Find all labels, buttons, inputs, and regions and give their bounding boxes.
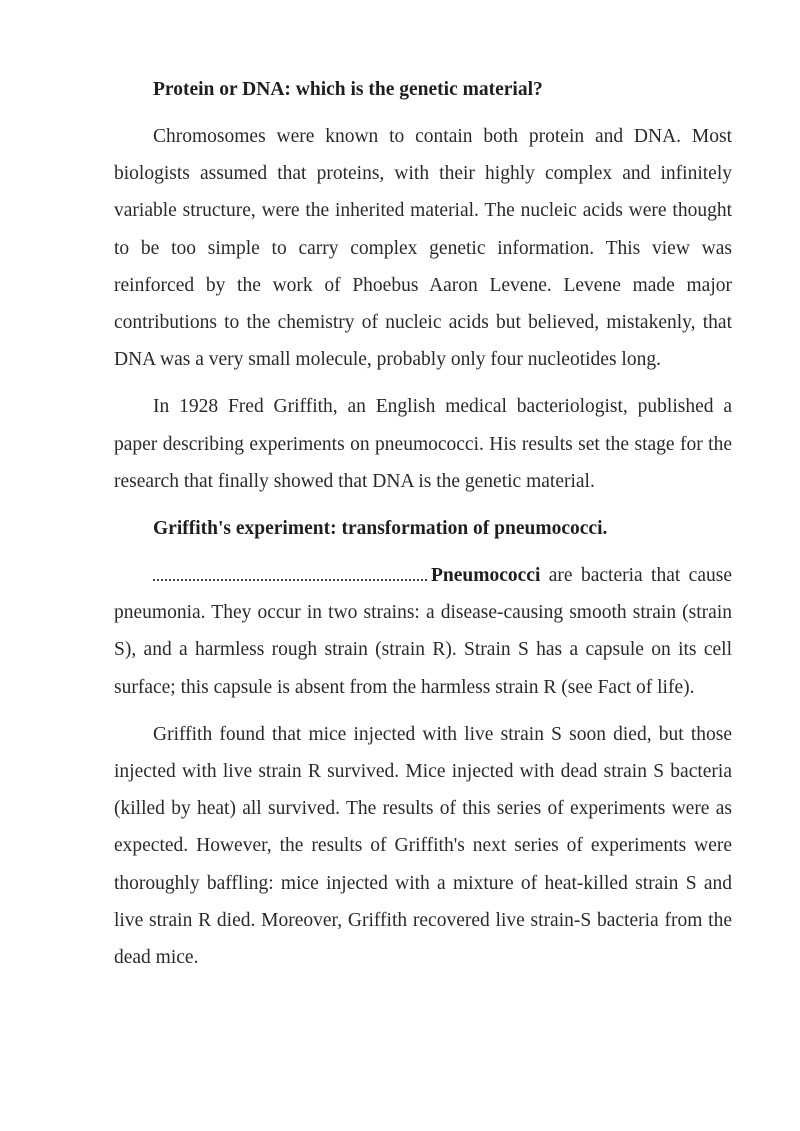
term-pneumococci: Pneumococci bbox=[431, 565, 541, 587]
blank-fill-line bbox=[153, 565, 427, 581]
paragraph-chromosomes: Chromosomes were known to contain both protein and DNA. Most biologists assumed that proteins, with their highly complex and infinitely variable structure, were the inherited material. The nucleic acids were thought to be too simple to carry complex genetic information. This view was reinforced by the work of Phoebus Aaron Levene. Levene made major contributions to the chemistry of nucleic acids but believed, mistakenly, that DNA was a very small molecule, probably only four nucleotides long. bbox=[114, 126, 732, 371]
document-page bbox=[114, 71, 732, 976]
paragraph-griffith-1928: In 1928 Fred Griffith, an English medical bacteriologist, published a paper describing experiments on pneumococci. His results set the stage for the research that finally showed that DNA is the genetic material. bbox=[114, 396, 732, 492]
paragraph-pneumococci-text: are bacteria that cause pneumonia. They occur in two strains: a disease-causing smooth strain (strain S), and a harmless rough strain (strain R). Strain S has a capsule on its cell surface; this capsule is absent from the harmless strain R (see Fact of life). bbox=[114, 565, 732, 698]
section-heading-genetic-material: Protein or DNA: which is the genetic material? bbox=[153, 79, 543, 100]
section-heading-griffith-experiment: Griffith's experiment: transformation of pneumococci. bbox=[153, 518, 608, 540]
paragraph-pneumococci bbox=[114, 557, 732, 706]
paragraph-griffith-results: Griffith found that mice injected with live strain S soon died, but those injected with live strain R survived. Mice injected with dead strain S bacteria (killed by heat) all survived. The results of this series of experiments were as expected. However, the results of Griffith's next series of experiments were thoroughly baffling: mice injected with a mixture of heat-killed strain S and live strain R died. Moreover, Griffith recovered live strain-S bacteria from the dead mice. bbox=[114, 723, 732, 969]
